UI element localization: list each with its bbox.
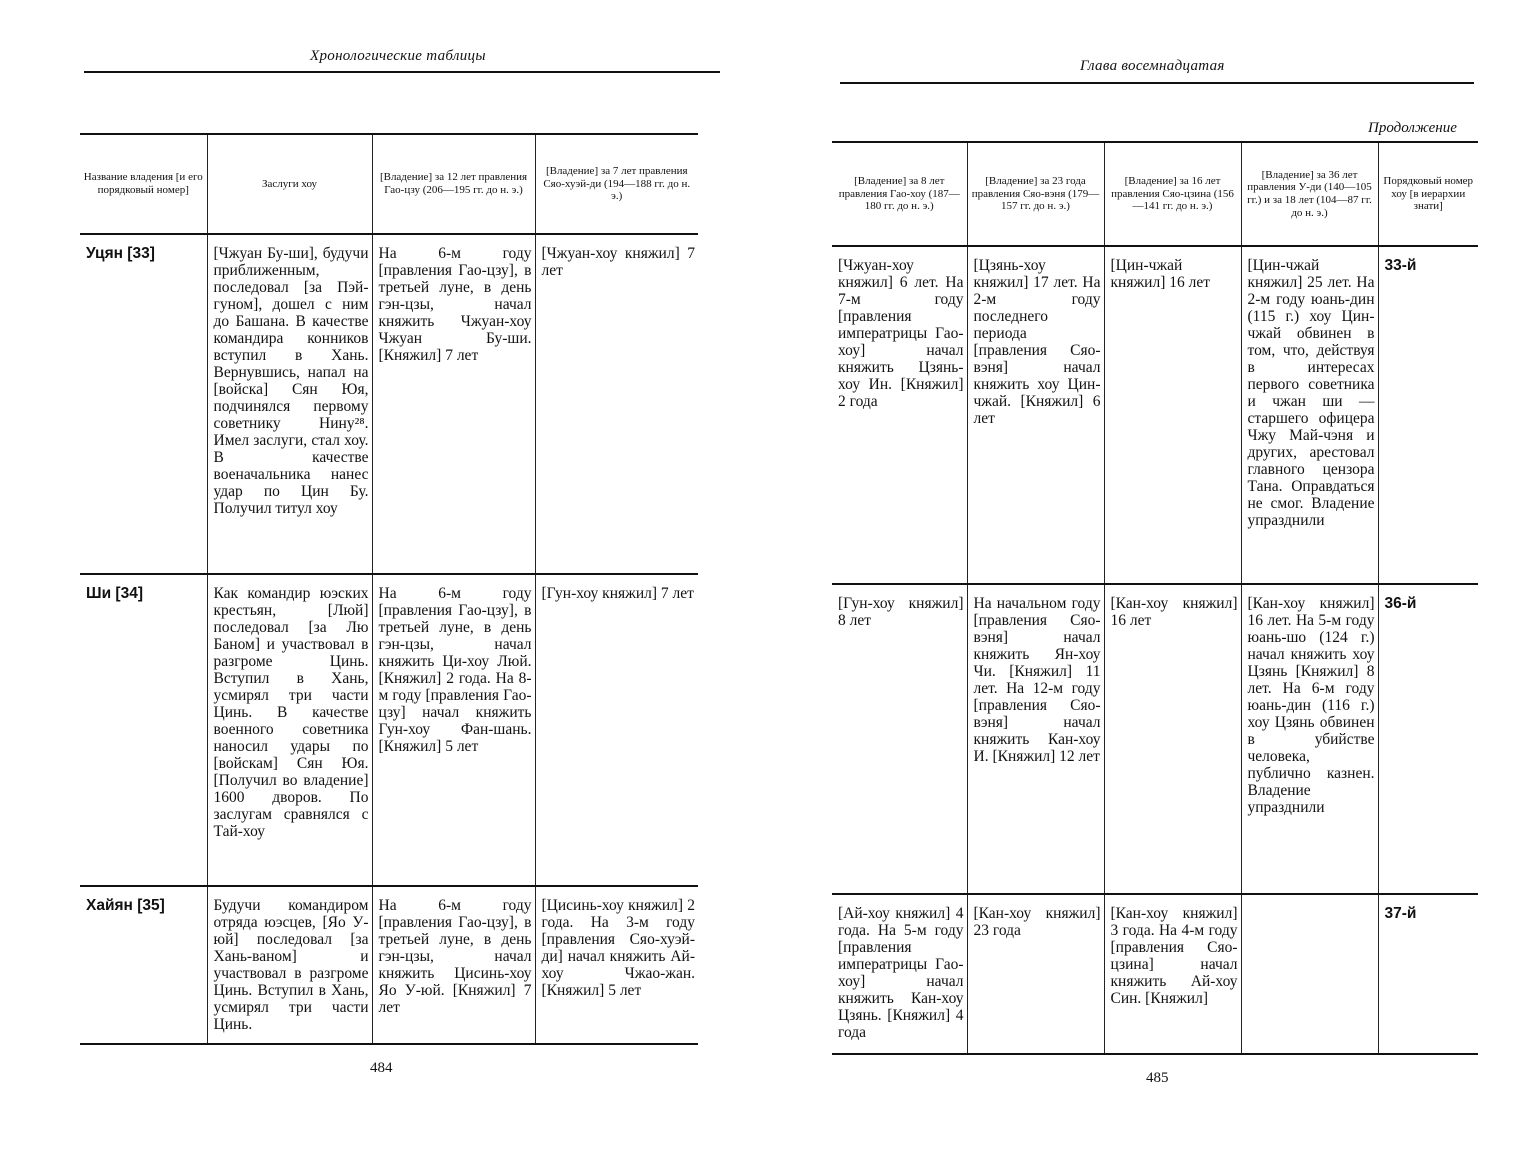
column-header: [Владение] за 16 лет правления Сяо-цзина (156—141 гг. до н. э.)	[1104, 142, 1241, 246]
column-header: [Владение] за 12 лет правления Гао-цзу (206—195 гг. до н. э.)	[372, 134, 535, 234]
xiaojing-cell: [Кан-хоу княжил] 3 года. На 4-м году [правления Сяо-цзина] начал княжить Ай-хоу Син. [Княжил]	[1104, 894, 1241, 1054]
gaozu-cell: На 6-м году [правления Гао-цзу], в третьей луне, в день гэн-цзы, начал княжить Чжуан-хоу Чжуан Бу-ши. [Княжил] 7 лет	[372, 234, 535, 574]
table-row	[80, 574, 698, 886]
fief-name: Ши [34]	[86, 585, 143, 602]
column-header: [Владение] за 36 лет правления У-ди (140—105 гг.) и за 18 лет (104—87 гг. до н. э.)	[1241, 142, 1378, 246]
running-head: Хронологические таблицы	[310, 48, 486, 64]
merits-cell: [Чжуан Бу-ши], будучи приближенным, последовал [за Пэй-гуном], дошел с ним до Башана. В качестве командира конников вступил в Хань. Вернувшись, напал на [войска] Сян Юя, подчинялся первому советнику Нину²⁸. Имел заслуги, стал хоу. В качестве военачальника нанес удар по Цин Бу. Получил титул хоу	[207, 234, 372, 574]
xiaojing-cell: [Кан-хоу княжил] 16 лет	[1104, 584, 1241, 894]
rank-number: 37-й	[1378, 894, 1478, 1054]
chronological-table-right	[832, 141, 1478, 1055]
chronological-table-left	[80, 133, 698, 1045]
header-rule	[84, 71, 720, 73]
merits-cell: Будучи командиром отряда юэсцев, [Яо У-юй] последовал [за Хань-ваном] и участвовал в разгроме Цинь. Вступил в Хань, усмирял три части Цинь.	[207, 886, 372, 1044]
fief-name: Уцян [33]	[86, 245, 155, 262]
right-page	[768, 0, 1536, 1154]
running-head: Глава восемнадцатая	[1080, 58, 1225, 74]
wudi-cell: [Кан-хоу княжил] 16 лет. На 5-м году юань-шо (124 г.) начал княжить хоу Цзянь [Княжил] 8 лет. На 6-м году юань-дин (116 г.) хоу Цзянь обвинен в убийстве человека, публично казнен. Владение упразднили	[1241, 584, 1378, 894]
xiaojing-cell: [Цин-чжай княжил] 16 лет	[1104, 246, 1241, 584]
table-row	[832, 894, 1478, 1054]
merits-cell: Как командир юэских крестьян, [Люй] последовал [за Лю Баном] и участвовал в разгроме Цинь. Вступил в Хань, усмирял три части Цинь. В качестве военного советника наносил удары по [войскам] Сян Юя. [Получил во владение] 1600 дворов. По заслугам сравнялся с Тай-хоу	[207, 574, 372, 886]
column-header: Заслуги хоу	[207, 134, 372, 234]
wudi-cell	[1241, 894, 1378, 1054]
rank-number: 33-й	[1378, 246, 1478, 584]
xiaohui-cell: [Цисинь-хоу княжил] 2 года. На 3-м году [правления Сяо-хуэй-ди] начал княжить Ай-хоу Чжао-жан. [Княжил] 5 лет	[535, 886, 698, 1044]
table-row	[832, 246, 1478, 584]
continued-label: Продолжение	[1368, 120, 1457, 136]
xiaowen-cell: [Кан-хоу княжил] 23 года	[967, 894, 1104, 1054]
gaozu-cell: На 6-м году [правления Гао-цзу], в третьей луне, в день гэн-цзы, начал княжить Ци-хоу Люй. [Княжил] 2 года. На 8-м году [правления Гао-цзу] начал княжить Гун-хоу Фан-шань. [Княжил] 5 лет	[372, 574, 535, 886]
page-number: 485	[1146, 1070, 1169, 1086]
column-header: Название владения [и его порядковый номер]	[83, 171, 203, 196]
column-header: [Владение] за 7 лет правления Сяо-хуэй-ди (194—188 гг. до н. э.)	[535, 134, 698, 234]
xiaohui-cell: [Чжуан-хоу княжил] 7 лет	[535, 234, 698, 574]
table-header-row	[832, 142, 1478, 246]
header-rule	[840, 82, 1474, 84]
table-row	[80, 234, 698, 574]
page-number: 484	[370, 1060, 393, 1076]
table-header-row	[80, 134, 698, 234]
column-header: [Владение] за 23 года правления Сяо-вэня (179—157 гг. до н. э.)	[967, 142, 1104, 246]
fief-name: Хайян [35]	[86, 897, 165, 914]
gaozu-cell: На 6-м году [правления Гао-цзу], в третьей луне, в день гэн-цзы, начал княжить Цисинь-хоу Яо У-юй. [Княжил] 7 лет	[372, 886, 535, 1044]
column-header: Порядковый номер хоу [в иерархии знати]	[1378, 142, 1478, 246]
table-row	[832, 584, 1478, 894]
column-header: [Владение] за 8 лет правления Гао-хоу (187—180 гг. до н. э.)	[838, 175, 960, 213]
rank-number: 36-й	[1378, 584, 1478, 894]
xiaohui-cell: [Гун-хоу княжил] 7 лет	[535, 574, 698, 886]
xiaowen-cell: На начальном году [правления Сяо-вэня] начал княжить Ян-хоу Чи. [Княжил] 11 лет. На 12-м году [правления Сяо-вэня] начал княжить Кан-хоу И. [Княжил] 12 лет	[967, 584, 1104, 894]
table-row	[80, 886, 698, 1044]
xiaowen-cell: [Цзянь-хоу княжил] 17 лет. На 2-м году последнего периода [правления Сяо-вэня] начал княжить хоу Цин-чжай. [Княжил] 6 лет	[967, 246, 1104, 584]
gaohou-cell: [Ай-хоу княжил] 4 года. На 5-м году [правления императрицы Гао-хоу] начал княжить Кан-хоу Цзянь. [Княжил] 4 года	[838, 905, 964, 1041]
gaohou-cell: [Чжуан-хоу княжил] 6 лет. На 7-м году [правления императрицы Гао-хоу] начал княжить Цзянь-хоу Ин. [Княжил] 2 года	[838, 257, 964, 410]
gaohou-cell: [Гун-хоу княжил] 8 лет	[838, 595, 964, 629]
wudi-cell: [Цин-чжай княжил] 25 лет. На 2-м году юань-дин (115 г.) хоу Цин-чжай обвинен в том, что, действуя в интересах первого советника и чжан ши — старшего офицера Чжу Май-чэня и других, арестовал главного цензора Тана. Оправдаться не смог. Владение упразднили	[1241, 246, 1378, 584]
